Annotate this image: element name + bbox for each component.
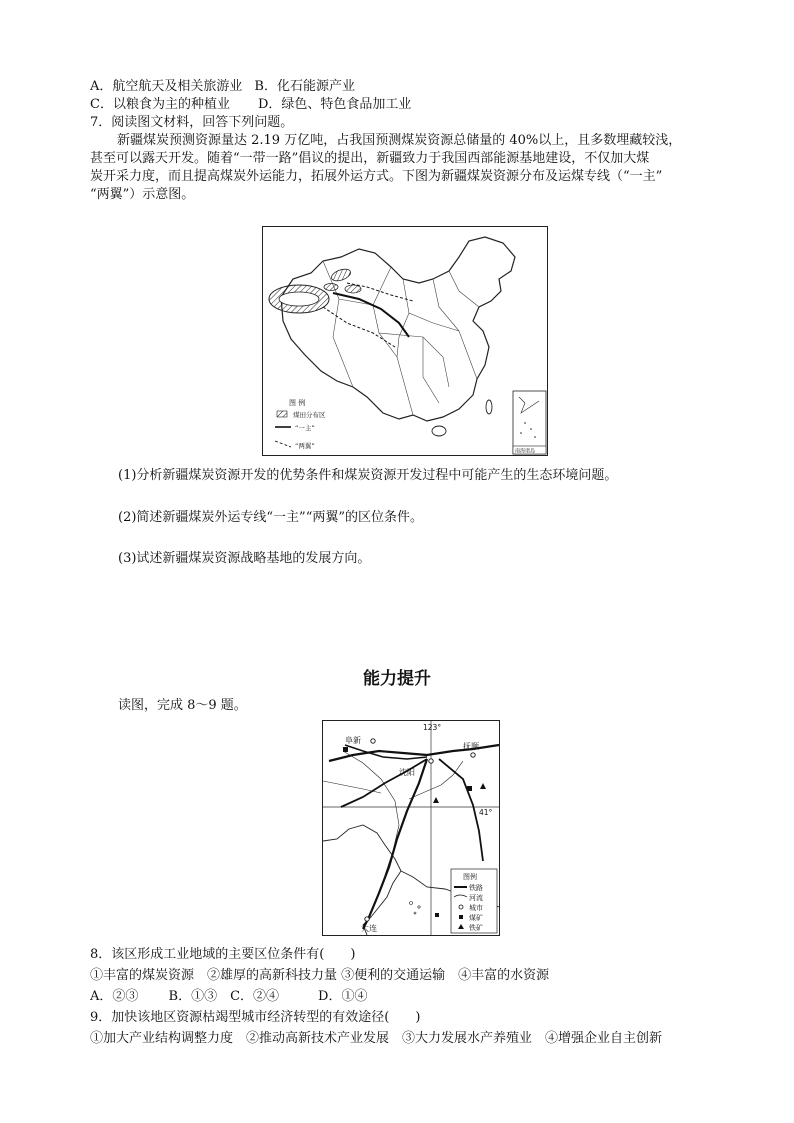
city-fushun-label: 抚顺 [463, 742, 479, 751]
q8-options: ①丰富的煤炭资源 ②雄厚的高新科技力量 ③便利的交通运输 ④丰富的水资源 [90, 968, 550, 983]
wing-line-south [323, 307, 395, 347]
legend-coal-label: 煤矿 [469, 914, 483, 922]
railway-south [363, 759, 427, 929]
south-china-sea-inset [513, 391, 546, 454]
legend-main-label: “一主” [295, 424, 315, 432]
q7-para-line1: 新疆煤炭预测资源量达 2.19 万亿吨，占我国预测煤炭资源总储量的 40%以上，且多数埋藏较浅， [117, 133, 682, 148]
railway-east [439, 759, 483, 861]
legend-wings-label: “两翼” [295, 442, 315, 450]
legend-rail-label: 铁路 [469, 884, 483, 892]
coastline [323, 825, 401, 935]
city-fushun-marker [471, 753, 475, 757]
map2-legend-title: 图例 [463, 873, 477, 881]
q6-option-d: D．绿色、特色食品加工业 [257, 97, 412, 112]
section-intro: 读图，完成 8～9 题。 [118, 698, 247, 713]
q7-para-line3: 炭开采力度，而且提高煤炭外运能力，拓展外运方式。下图为新疆煤炭资源分布及运煤专线（“一主” [90, 169, 663, 184]
legend-city-label: 城市 [469, 904, 483, 912]
city-dalian-marker [365, 917, 369, 921]
q7-stem: 7．阅读图文材料，回答下列问题。 [90, 115, 294, 130]
q8-choices: A．②③ B．①③ C．②④ D．①④ [90, 989, 368, 1004]
q6-option-c: C．以粮食为主的种植业 [90, 97, 230, 112]
coal-mine-fushun [467, 786, 472, 791]
q6-option-b: B．化石能源产业 [254, 79, 355, 94]
iron-mine-center [433, 797, 439, 803]
coal-mine-south [435, 913, 439, 917]
city-fuxin-label: 阜新 [345, 736, 361, 745]
coal-field-2 [330, 267, 352, 283]
xinjiang-coal-map [262, 226, 548, 456]
china-map-svg [263, 227, 547, 455]
coal-field-3 [345, 285, 361, 293]
legend-coal-label: 煤田分布区 [293, 411, 326, 419]
q7-para-line2: 甚至可以露天开发。随着“一带一路”倡议的提出，新疆致力于我国西部能源基地建设，不仅加大煤 [90, 151, 650, 166]
city-dalian-label: 大连 [361, 924, 377, 933]
q8-stem: 8．该区形成工业地域的主要区位条件有( ) [90, 947, 356, 962]
river-2 [409, 761, 463, 799]
latitude-label: 41° [479, 808, 493, 817]
q7-sub2: (2)简述新疆煤炭外运专线“一主”“两翼”的区位条件。 [118, 510, 423, 525]
city-shenyang-label: 沈阳 [399, 768, 415, 777]
section-title: 能力提升 [363, 669, 431, 689]
river-1 [343, 751, 399, 875]
iron-mine-east [480, 783, 486, 789]
legend-river-label: 河流 [469, 894, 483, 902]
q9-stem: 9．加快该地区资源枯竭型城市经济转型的有效途径( ) [90, 1010, 421, 1025]
q7-sub3: (3)试述新疆煤炭资源战略基地的发展方向。 [118, 551, 371, 566]
q6-option-a: A．航空航天及相关旅游业 [90, 79, 243, 94]
railway-west [341, 759, 427, 807]
main-line-route [333, 293, 409, 337]
legend-title: 图 例 [289, 399, 306, 407]
city-shenyang-marker [429, 759, 433, 763]
legend-iron-label: 铁矿 [469, 924, 483, 932]
city-fuxin-marker [371, 739, 375, 743]
q7-sub1: (1)分析新疆煤炭资源开发的优势条件和煤炭资源开发过程中可能产生的生态环境问题。 [118, 468, 618, 483]
q7-para-line4: “两翼”）示意图。 [90, 187, 195, 202]
china-outline [281, 237, 515, 421]
coal-field-4 [324, 284, 338, 291]
liaoning-map [322, 720, 500, 936]
longitude-label: 123° [423, 723, 442, 732]
q9-options: ①加大产业结构调整力度 ②推动高新技术产业发展 ③大力发展水产养殖业 ④增强企业自主创新 [90, 1031, 663, 1046]
q6-options-row1 [90, 78, 355, 96]
inset-label: 南海诸岛 [515, 448, 536, 455]
liaoning-map-svg [323, 721, 499, 935]
coal-mine-fuxin [343, 747, 348, 752]
q6-options-row2 [90, 96, 411, 114]
